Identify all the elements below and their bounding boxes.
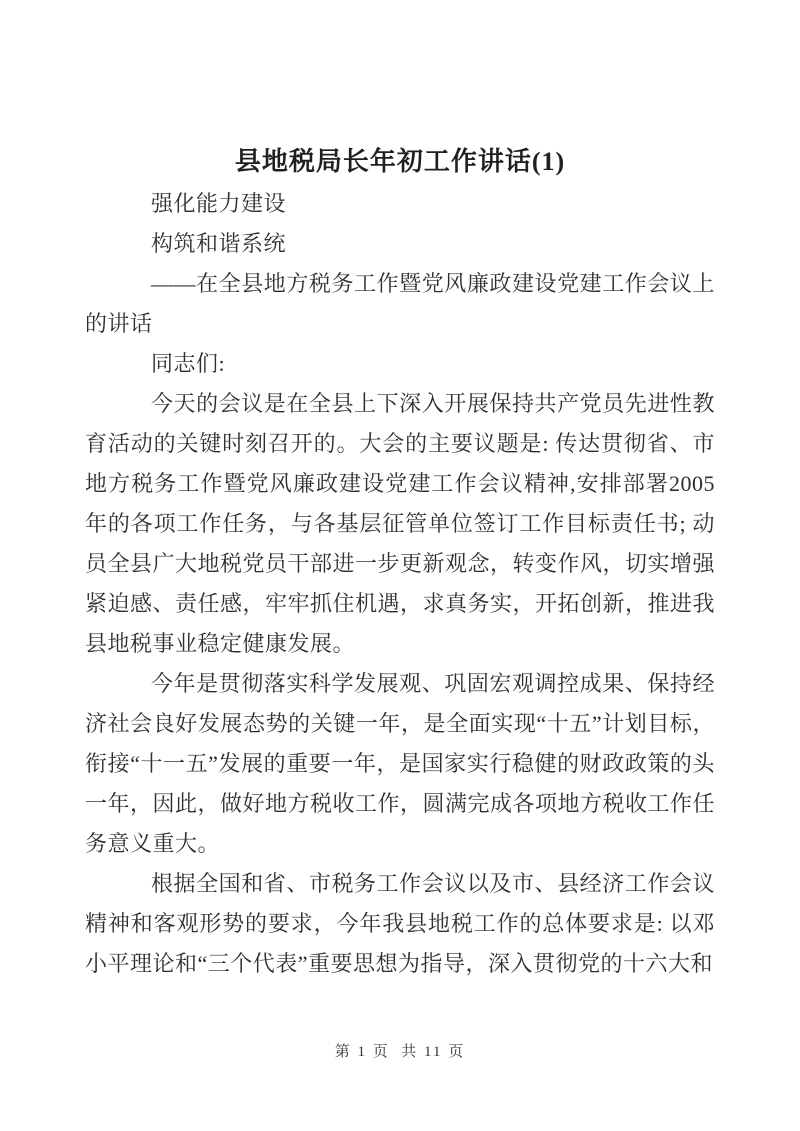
paragraph-subtitle: ——在全县地方税务工作暨党风廉政建设党建工作会议上的讲话 bbox=[85, 271, 715, 336]
page-footer: 第 1 页 共 11 页 bbox=[334, 1044, 466, 1060]
paragraph-body-2: 今年是贯彻落实科学发展观、巩固宏观调控成果、保持经济社会良好发展态势的关键一年，是全面实现“十五”计划目标，衔接“十一五”发展的重要一年，是国家实行稳健的财政政策的头一年，因此，做好地方税收工作，圆满完成各项地方税收工作任务意义重大。 bbox=[85, 671, 716, 856]
paragraph-salutation: 同志们: bbox=[151, 351, 226, 376]
paragraph-slogan-1: 强化能力建设 bbox=[151, 191, 287, 216]
paragraph-body-3: 根据全国和省、市税务工作会议以及市、县经济工作会议精神和客观形势的要求，今年我县地税工作的总体要求是: 以邓小平理论和“三个代表”重要思想为指导，深入贯彻党的十六大和 bbox=[85, 871, 715, 976]
paragraph-body-1: 今天的会议是在全县上下深入开展保持共产党员先进性教育活动的关键时刻召开的。大会的主要议题是: 传达贯彻省、市地方税务工作暨党风廉政建设党建工作会议精神,安排部署2005年的各项工作任务，与各基层征管单位签订工作目标责任书; 动员全县广大地税党员干部进一步更新观念，转变作风，切实增强紧迫感、责任感，牢牢抓住机遇，求真务实，开拓创新，推进我县地税事业稳定健康发展。 bbox=[85, 391, 716, 656]
document-content bbox=[85, 140, 715, 984]
paragraph-slogan-2: 构筑和谐系统 bbox=[151, 231, 287, 256]
document-title: 县地税局长年初工作讲话(1) bbox=[234, 147, 566, 176]
